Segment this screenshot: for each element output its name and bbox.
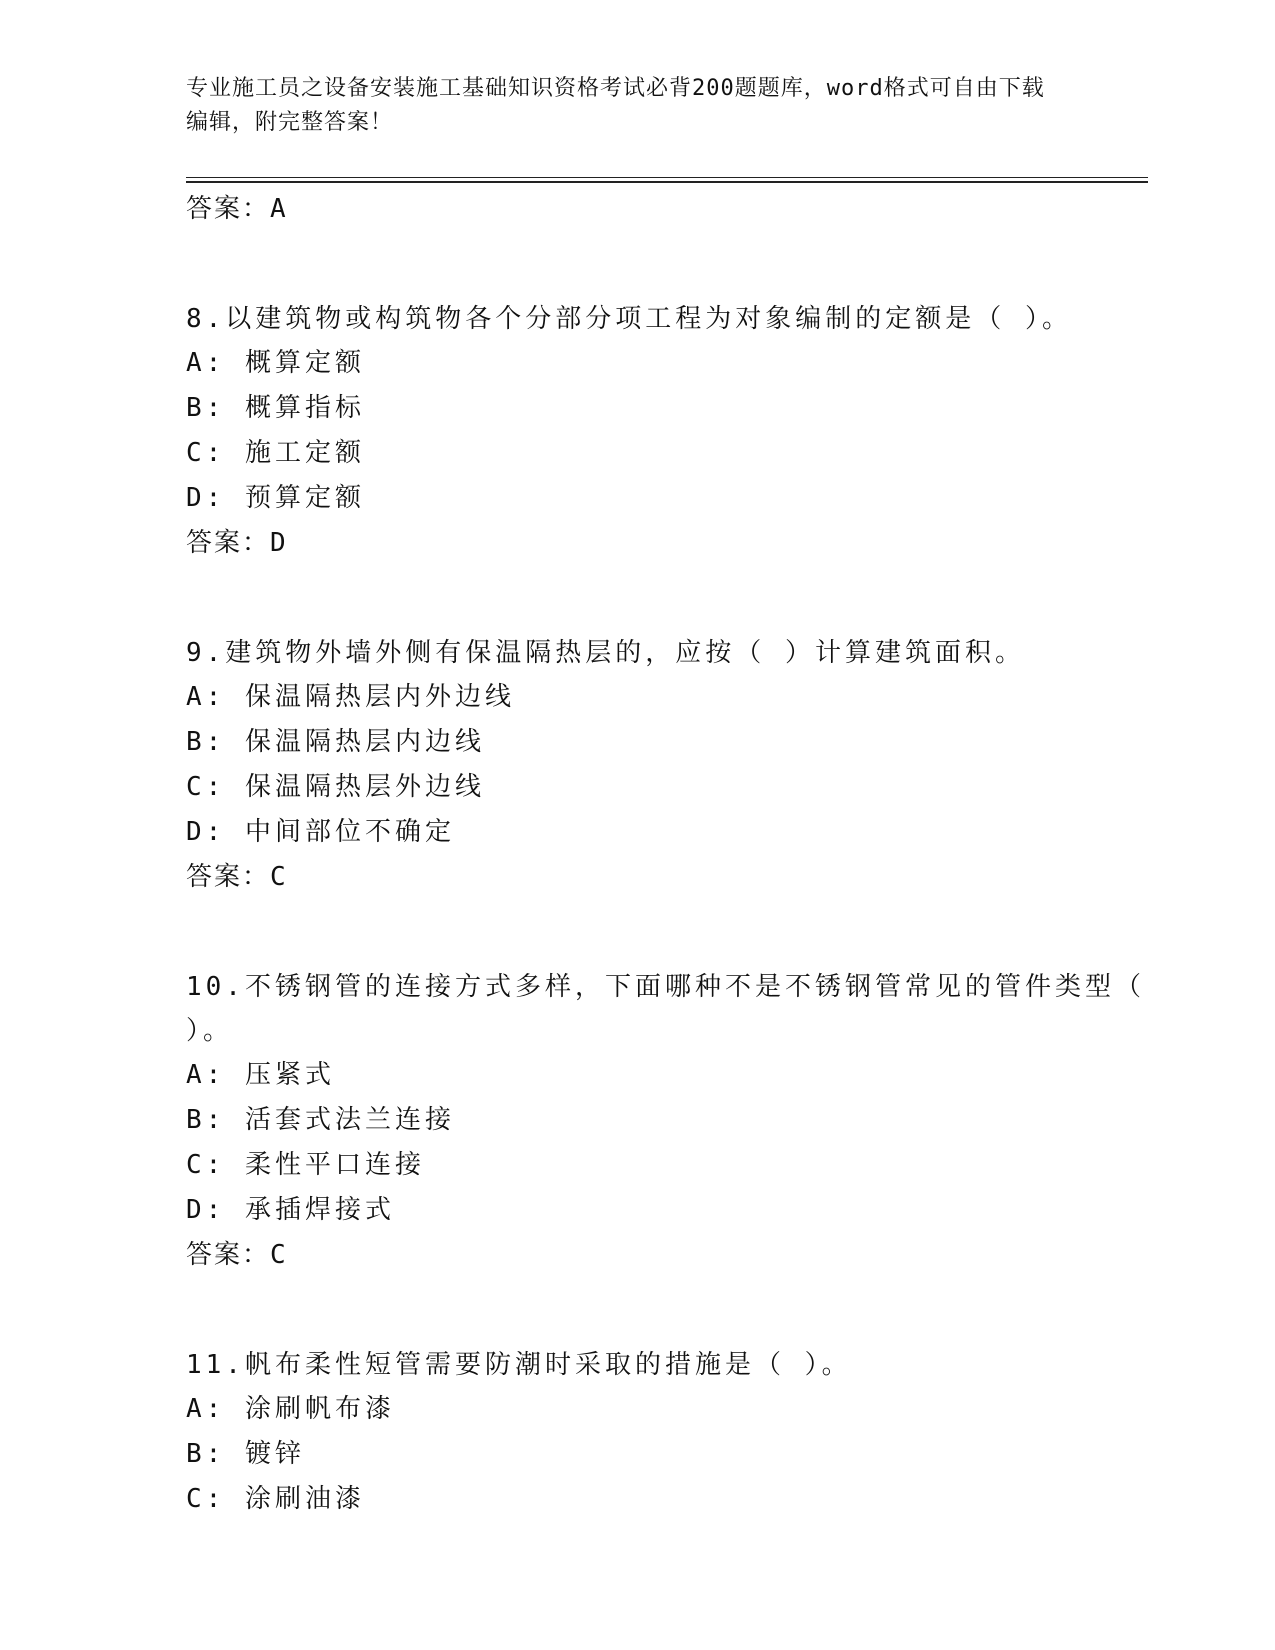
- question-11: [186, 1343, 1146, 1522]
- question-text: 10.不锈钢管的连接方式多样，下面哪种不是不锈钢管常见的管件类型（ ）。: [186, 972, 1145, 1046]
- option-d: D: 预算定额: [186, 483, 365, 513]
- header-divider: [186, 177, 1148, 183]
- answer-line: 答案：D: [186, 528, 288, 558]
- option-c: C: 涂刷油漆: [186, 1484, 365, 1514]
- option-a: A: 压紧式: [186, 1060, 335, 1090]
- option-a: A: 保温隔热层内外边线: [186, 682, 515, 712]
- option-a: A: 涂刷帆布漆: [186, 1394, 395, 1424]
- option-d: D: 承插焊接式: [186, 1195, 395, 1225]
- answer-line: 答案：C: [186, 1240, 288, 1270]
- option-b: B: 活套式法兰连接: [186, 1105, 455, 1135]
- option-d: D: 中间部位不确定: [186, 817, 455, 847]
- option-c: C: 施工定额: [186, 438, 365, 468]
- question-text: 11.帆布柔性短管需要防潮时采取的措施是（ ）。: [186, 1350, 852, 1380]
- option-a: A: 概算定额: [186, 348, 365, 378]
- question-10: [186, 965, 1146, 1277]
- question-text: 8.以建筑物或构筑物各个分部分项工程为对象编制的定额是（ ）。: [186, 304, 1072, 334]
- question-text: 9.建筑物外墙外侧有保温隔热层的，应按（ ）计算建筑面积。: [186, 638, 1025, 668]
- question-list: [186, 187, 1146, 1522]
- document-header: 专业施工员之设备安装施工基础知识资格考试必背200题题库，word格式可自由下载编辑，附完整答案！: [186, 76, 1045, 135]
- answer-line: 答案：C: [186, 862, 288, 892]
- option-b: B: 概算指标: [186, 393, 365, 423]
- option-b: B: 保温隔热层内边线: [186, 727, 485, 757]
- answer-line: 答案：A: [186, 194, 288, 224]
- question-8: [186, 297, 1146, 565]
- option-c: C: 保温隔热层外边线: [186, 772, 485, 802]
- question-9: [186, 631, 1146, 899]
- option-b: B: 镀锌: [186, 1439, 305, 1469]
- option-c: C: 柔性平口连接: [186, 1150, 425, 1180]
